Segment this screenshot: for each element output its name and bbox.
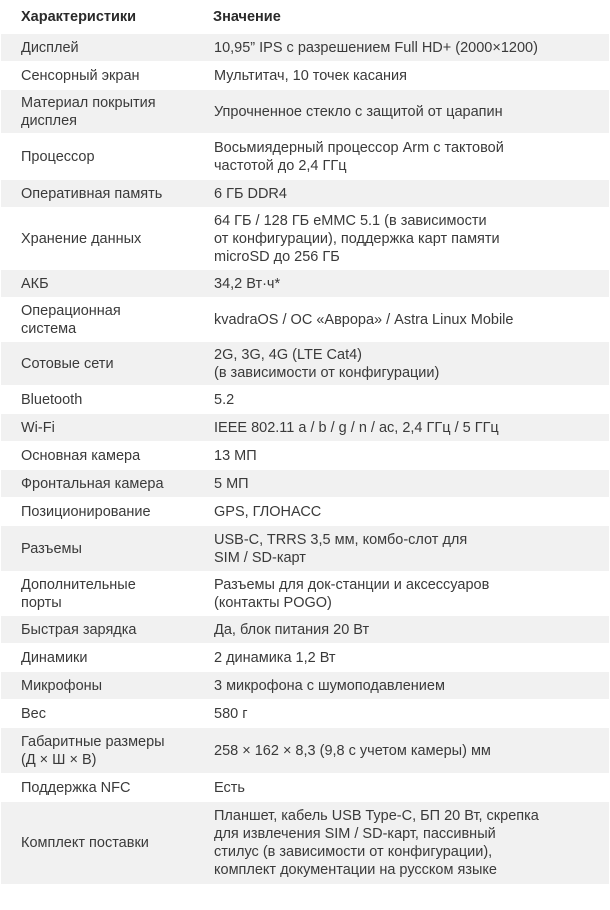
spec-value: Мультитач, 10 точек касания [193,62,609,90]
table-row [1,34,609,62]
table-row [1,90,609,134]
spec-value: 6 ГБ DDR4 [193,180,609,208]
table-row [1,572,609,616]
spec-name: Процессор [1,134,193,180]
table-header-row [1,1,609,34]
table-row [1,644,609,672]
spec-value: 64 ГБ / 128 ГБ eMMC 5.1 (в зависимости от конфигурации), поддержка карт памяти microSD до 256 ГБ [193,208,609,270]
spec-name: Габаритные размеры (Д × Ш × В) [1,728,193,774]
spec-name: Сенсорный экран [1,62,193,90]
spec-name: Дополнительные порты [1,572,193,616]
spec-value: 580 г [193,700,609,728]
spec-value: 5.2 [193,386,609,414]
spec-name: Фронтальная камера [1,470,193,498]
table-row [1,134,609,180]
spec-name: Основная камера [1,442,193,470]
spec-name: Разъемы [1,526,193,572]
spec-name: Сотовые сети [1,342,193,386]
spec-name: Bluetooth [1,386,193,414]
spec-value: USB-C, TRRS 3,5 мм, комбо-слот для SIM / SD-карт [193,526,609,572]
specifications-table [1,0,609,884]
spec-name: Микрофоны [1,672,193,700]
table-row [1,298,609,342]
table-row [1,526,609,572]
spec-value: IEEE 802.11 a / b / g / n / ac, 2,4 ГГц / 5 ГГц [193,414,609,442]
spec-name: Вес [1,700,193,728]
spec-name: Динамики [1,644,193,672]
spec-name: АКБ [1,270,193,298]
spec-value: 2G, 3G, 4G (LTE Cat4) (в зависимости от конфигурации) [193,342,609,386]
table-row [1,442,609,470]
spec-value: 10,95” IPS с разрешением Full HD+ (2000×1200) [193,34,609,62]
table-row [1,386,609,414]
table-row [1,414,609,442]
spec-name: Поддержка NFC [1,774,193,802]
spec-value: 5 МП [193,470,609,498]
table-row [1,270,609,298]
spec-name: Позиционирование [1,498,193,526]
spec-name: Оперативная память [1,180,193,208]
table-row [1,498,609,526]
table-row [1,802,609,884]
spec-name: Материал покрытия дисплея [1,90,193,134]
spec-name: Wi-Fi [1,414,193,442]
spec-value: Упрочненное стекло с защитой от царапин [193,90,609,134]
spec-name: Хранение данных [1,208,193,270]
spec-value: 2 динамика 1,2 Вт [193,644,609,672]
spec-name: Быстрая зарядка [1,616,193,644]
column-header-characteristics: Характеристики [1,1,193,34]
spec-value: Да, блок питания 20 Вт [193,616,609,644]
table-row [1,470,609,498]
column-header-value: Значение [193,1,609,34]
spec-value: kvadraOS / ОС «Аврора» / Astra Linux Mobile [193,298,609,342]
spec-value: Восьмиядерный процессор Arm с тактовой частотой до 2,4 ГГц [193,134,609,180]
table-row [1,342,609,386]
table-row [1,180,609,208]
spec-name: Операционная система [1,298,193,342]
spec-value: Есть [193,774,609,802]
spec-value: Разъемы для док-станции и аксессуаров (контакты POGO) [193,572,609,616]
spec-value: 3 микрофона с шумоподавлением [193,672,609,700]
spec-value: 34,2 Вт·ч* [193,270,609,298]
spec-value: 13 МП [193,442,609,470]
spec-value: GPS, ГЛОНАСС [193,498,609,526]
spec-name: Комплект поставки [1,802,193,884]
table-row [1,62,609,90]
table-row [1,728,609,774]
spec-value: 258 × 162 × 8,3 (9,8 с учетом камеры) мм [193,728,609,774]
spec-name: Дисплей [1,34,193,62]
table-row [1,700,609,728]
table-row [1,774,609,802]
spec-value: Планшет, кабель USB Type-C, БП 20 Вт, скрепка для извлечения SIM / SD-карт, пассивный стилус (в зависимости от конфигурации), комплект документации на русском языке [193,802,609,884]
table-row [1,616,609,644]
table-row [1,208,609,270]
table-row [1,672,609,700]
